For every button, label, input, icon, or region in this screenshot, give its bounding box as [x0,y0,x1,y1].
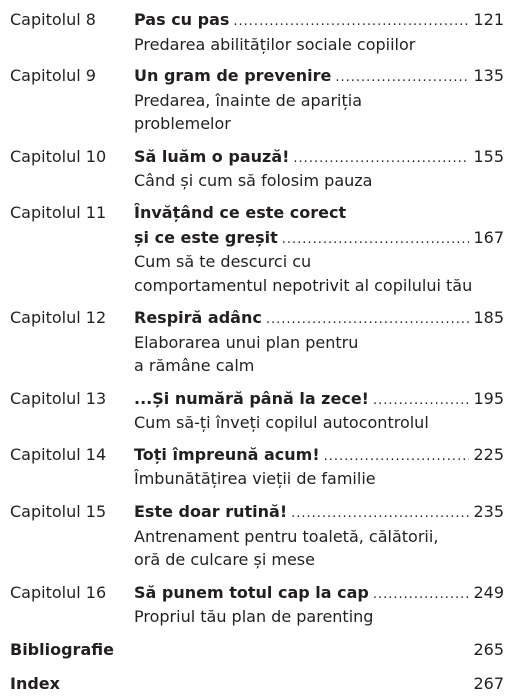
page-number: 265 [473,640,504,659]
chapter-subtitle-cont: oră de culcare și mese [134,550,315,569]
chapter-title: și ce este greșit [134,228,278,247]
chapter-title: Să punem totul cap la cap [134,583,369,602]
toc-entry-index [10,674,504,694]
chapter-subtitle-cont: problemelor [134,114,231,133]
chapter-title-first-line: Învățând ce este corect [134,203,347,222]
leader-dots [293,149,469,169]
toc-entry-bibliography [10,640,504,660]
chapter-label: Capitolul 9 [10,66,96,85]
chapter-subtitle: Cum să-ți înveți copilul autocontrolul [134,413,429,432]
chapter-label: Capitolul 8 [10,10,96,29]
chapter-label: Capitolul 11 [10,203,107,222]
chapter-label: Capitolul 14 [10,445,107,464]
chapter-subtitle: Propriul tău plan de parenting [134,607,374,626]
chapter-subtitle: Elaborarea unui plan pentru [134,333,359,352]
chapter-title: Să luăm o pauză! [134,147,290,166]
chapter-title-line [134,389,504,411]
chapter-title: Respiră adânc [134,308,262,327]
page-number: 155 [473,147,504,166]
page-number: 167 [473,228,504,247]
chapter-title-line [134,308,504,330]
chapter-label: Capitolul 10 [10,147,107,166]
chapter-title: Toți împreună acum! [134,445,320,464]
chapter-label: Capitolul 16 [10,583,107,602]
leader-dots [233,12,469,32]
chapter-label: Capitolul 12 [10,308,107,327]
chapter-title: Este doar rutină! [134,502,288,521]
leader-dots [373,585,470,605]
page-number: 195 [473,389,504,408]
back-matter-label: Index [10,674,60,693]
chapter-label: Capitolul 13 [10,389,107,408]
chapter-title-line [134,228,504,250]
page-number: 267 [473,674,504,693]
back-matter-label: Bibliografie [10,640,114,659]
leader-dots [266,310,470,330]
page-number: 235 [473,502,504,521]
chapter-subtitle-cont: a rămâne calm [134,356,255,375]
chapter-subtitle: Îmbunătățirea vieții de familie [134,469,376,488]
page-number: 225 [473,445,504,464]
page-number: 185 [473,308,504,327]
page-number: 249 [473,583,504,602]
page-number: 121 [473,10,504,29]
leader-dots [324,447,470,467]
chapter-title-line [134,445,504,467]
chapter-subtitle: Antrenament pentru toaletă, călătorii, [134,527,439,546]
chapter-title: Pas cu pas [134,10,230,29]
page-number: 135 [473,66,504,85]
leader-dots [282,230,470,250]
chapter-subtitle: Predarea, înainte de apariția [134,91,363,110]
chapter-subtitle: Cum să te descurci cu [134,252,312,271]
chapter-subtitle-cont: comportamentul nepotrivit al copilului tău [134,276,473,295]
chapter-title-line [134,66,504,88]
chapter-title: Un gram de prevenire [134,66,332,85]
chapter-subtitle: Predarea abilităților sociale copiilor [134,35,416,54]
leader-dots [335,68,469,88]
chapter-title-line [134,583,504,605]
chapter-label: Capitolul 15 [10,502,107,521]
chapter-title-line [134,10,504,32]
chapter-title-line [134,147,504,169]
leader-dots [291,504,469,524]
leader-dots [373,391,469,411]
chapter-title: ...Și numără până la zece! [134,389,369,408]
chapter-title-line [134,502,504,524]
chapter-subtitle: Când și cum să folosim pauza [134,171,373,190]
